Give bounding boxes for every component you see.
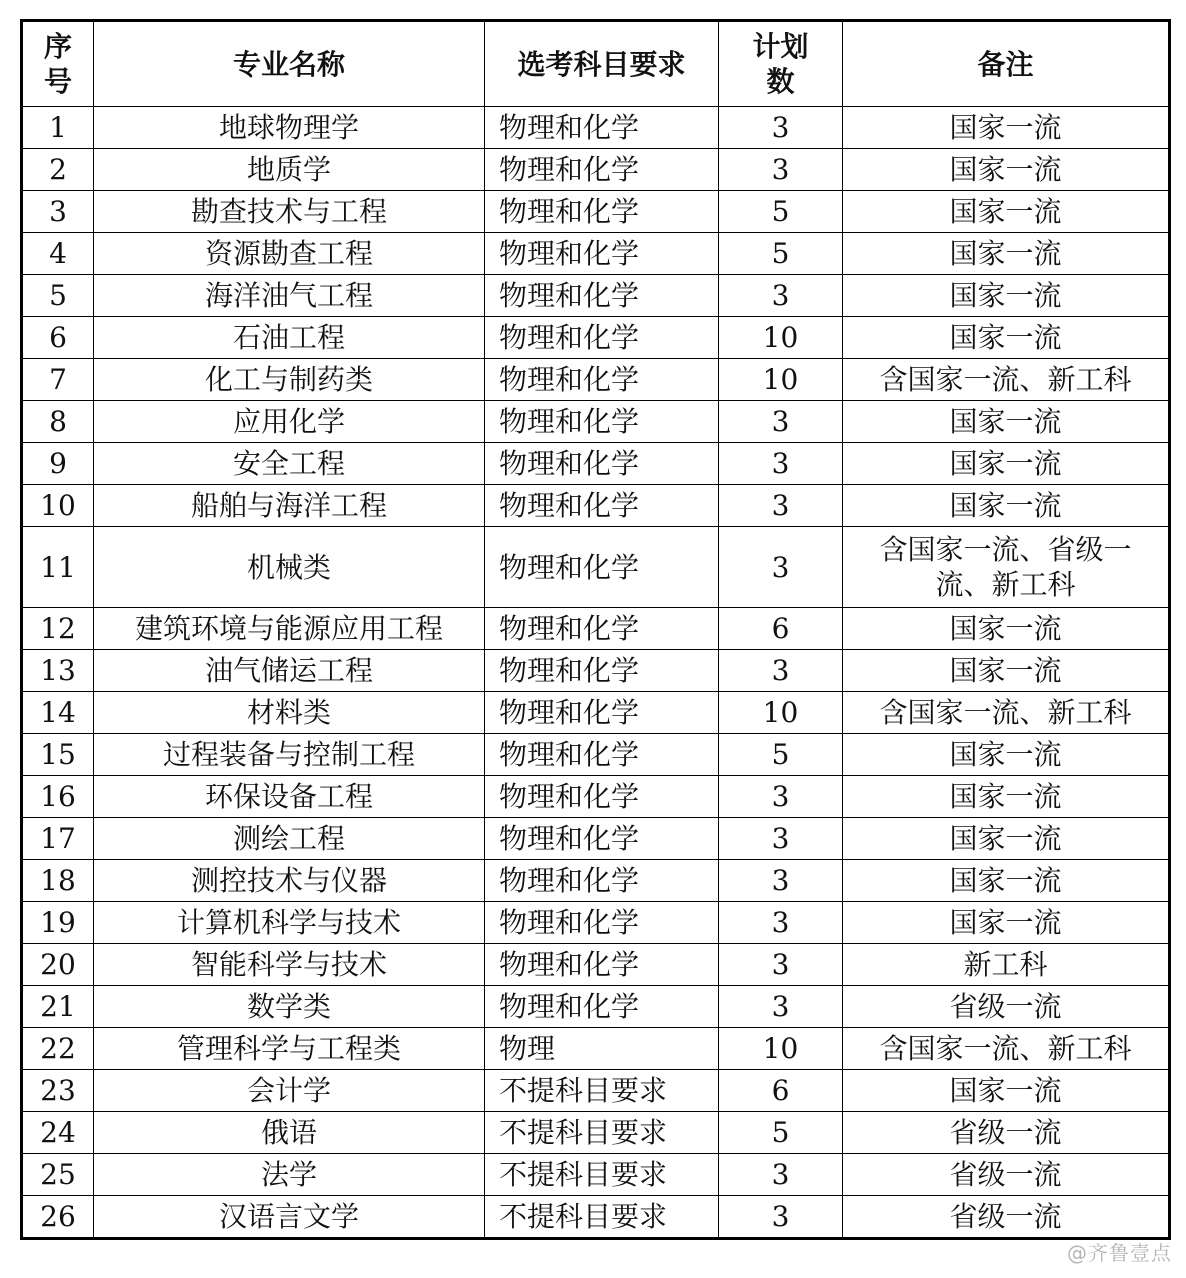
cell-remark: 国家一流 [843,818,1170,860]
cell-seq: 10 [22,485,94,527]
cell-subjects: 不提科目要求 [485,1196,719,1239]
cell-seq: 20 [22,944,94,986]
cell-plan: 10 [719,692,843,734]
cell-major: 油气储运工程 [94,650,485,692]
header-row [22,21,1170,107]
cell-seq: 4 [22,233,94,275]
cell-plan: 3 [719,107,843,149]
cell-plan: 3 [719,944,843,986]
cell-subjects: 物理和化学 [485,776,719,818]
cell-remark: 新工科 [843,944,1170,986]
cell-major: 勘查技术与工程 [94,191,485,233]
cell-remark: 含国家一流、省级一流、新工科 [843,527,1170,608]
cell-subjects: 物理和化学 [485,650,719,692]
cell-subjects: 物理和化学 [485,818,719,860]
cell-seq: 22 [22,1028,94,1070]
cell-seq: 11 [22,527,94,608]
cell-major: 建筑环境与能源应用工程 [94,608,485,650]
cell-plan: 6 [719,608,843,650]
cell-remark: 国家一流 [843,734,1170,776]
cell-plan: 3 [719,527,843,608]
table-row [22,443,1170,485]
table-row [22,818,1170,860]
cell-remark: 省级一流 [843,986,1170,1028]
cell-seq: 18 [22,860,94,902]
cell-seq: 1 [22,107,94,149]
cell-major: 法学 [94,1154,485,1196]
cell-major: 应用化学 [94,401,485,443]
table-row [22,233,1170,275]
cell-seq: 2 [22,149,94,191]
table-row [22,401,1170,443]
cell-remark: 国家一流 [843,650,1170,692]
header-subjects: 选考科目要求 [485,21,719,107]
cell-remark: 国家一流 [843,191,1170,233]
cell-subjects: 物理和化学 [485,485,719,527]
cell-remark: 国家一流 [843,107,1170,149]
cell-plan: 3 [719,986,843,1028]
cell-remark: 国家一流 [843,401,1170,443]
cell-subjects: 物理和化学 [485,692,719,734]
cell-major: 安全工程 [94,443,485,485]
cell-subjects: 物理和化学 [485,317,719,359]
cell-seq: 3 [22,191,94,233]
cell-subjects: 物理和化学 [485,149,719,191]
cell-remark: 含国家一流、新工科 [843,1028,1170,1070]
cell-major: 过程装备与控制工程 [94,734,485,776]
table-row [22,986,1170,1028]
cell-seq: 9 [22,443,94,485]
cell-subjects: 物理和化学 [485,233,719,275]
cell-plan: 3 [719,1154,843,1196]
cell-major: 计算机科学与技术 [94,902,485,944]
enrollment-plan-table [20,19,1171,1240]
cell-major: 资源勘查工程 [94,233,485,275]
cell-plan: 3 [719,149,843,191]
cell-remark: 省级一流 [843,1154,1170,1196]
cell-major: 化工与制药类 [94,359,485,401]
cell-plan: 5 [719,233,843,275]
cell-remark: 国家一流 [843,275,1170,317]
table-row [22,1196,1170,1239]
cell-plan: 3 [719,485,843,527]
table-row [22,149,1170,191]
cell-seq: 12 [22,608,94,650]
header-seq: 序号 [22,21,94,107]
cell-major: 地质学 [94,149,485,191]
cell-plan: 3 [719,818,843,860]
table-row [22,191,1170,233]
cell-major: 管理科学与工程类 [94,1028,485,1070]
cell-major: 汉语言文学 [94,1196,485,1239]
cell-subjects: 物理和化学 [485,191,719,233]
cell-plan: 5 [719,1112,843,1154]
cell-plan: 10 [719,317,843,359]
cell-subjects: 不提科目要求 [485,1112,719,1154]
cell-plan: 3 [719,275,843,317]
cell-subjects: 物理和化学 [485,275,719,317]
cell-plan: 5 [719,191,843,233]
cell-major: 地球物理学 [94,107,485,149]
cell-subjects: 物理和化学 [485,860,719,902]
cell-plan: 10 [719,359,843,401]
cell-plan: 6 [719,1070,843,1112]
table-row [22,359,1170,401]
table-row [22,1154,1170,1196]
table-row [22,1028,1170,1070]
cell-seq: 24 [22,1112,94,1154]
cell-subjects: 物理和化学 [485,443,719,485]
cell-remark: 含国家一流、新工科 [843,692,1170,734]
cell-major: 船舶与海洋工程 [94,485,485,527]
cell-major: 测控技术与仪器 [94,860,485,902]
cell-subjects: 物理和化学 [485,986,719,1028]
table-row [22,776,1170,818]
cell-remark: 含国家一流、新工科 [843,359,1170,401]
cell-plan: 3 [719,776,843,818]
cell-plan: 10 [719,1028,843,1070]
table-row [22,734,1170,776]
cell-seq: 13 [22,650,94,692]
cell-remark: 国家一流 [843,1070,1170,1112]
cell-plan: 3 [719,443,843,485]
cell-seq: 5 [22,275,94,317]
watermark: @齐鲁壹点 [1067,1241,1172,1265]
cell-major: 会计学 [94,1070,485,1112]
cell-seq: 15 [22,734,94,776]
header-remark: 备注 [843,21,1170,107]
cell-plan: 5 [719,734,843,776]
cell-remark: 国家一流 [843,485,1170,527]
table-row [22,107,1170,149]
cell-seq: 16 [22,776,94,818]
header-plan: 计划数 [719,21,843,107]
cell-major: 智能科学与技术 [94,944,485,986]
cell-remark: 国家一流 [843,860,1170,902]
cell-major: 环保设备工程 [94,776,485,818]
cell-seq: 19 [22,902,94,944]
cell-major: 材料类 [94,692,485,734]
cell-remark: 省级一流 [843,1112,1170,1154]
cell-seq: 26 [22,1196,94,1239]
cell-remark: 国家一流 [843,902,1170,944]
table-row [22,860,1170,902]
table-row [22,275,1170,317]
cell-plan: 3 [719,401,843,443]
cell-major: 海洋油气工程 [94,275,485,317]
cell-major: 石油工程 [94,317,485,359]
header-major: 专业名称 [94,21,485,107]
cell-seq: 17 [22,818,94,860]
cell-subjects: 物理和化学 [485,359,719,401]
cell-remark: 国家一流 [843,233,1170,275]
cell-remark: 国家一流 [843,776,1170,818]
cell-plan: 3 [719,1196,843,1239]
table-row [22,902,1170,944]
cell-remark: 国家一流 [843,608,1170,650]
cell-seq: 14 [22,692,94,734]
cell-subjects: 物理和化学 [485,608,719,650]
cell-remark: 省级一流 [843,1196,1170,1239]
cell-seq: 23 [22,1070,94,1112]
cell-seq: 21 [22,986,94,1028]
cell-seq: 6 [22,317,94,359]
cell-subjects: 物理和化学 [485,107,719,149]
cell-subjects: 物理和化学 [485,401,719,443]
cell-plan: 3 [719,902,843,944]
table-row [22,317,1170,359]
cell-subjects: 物理和化学 [485,902,719,944]
table-row [22,485,1170,527]
cell-subjects: 不提科目要求 [485,1070,719,1112]
cell-seq: 8 [22,401,94,443]
cell-remark: 国家一流 [843,317,1170,359]
cell-seq: 7 [22,359,94,401]
table-row [22,944,1170,986]
table-row [22,692,1170,734]
cell-remark: 国家一流 [843,443,1170,485]
cell-subjects: 物理和化学 [485,527,719,608]
cell-major: 数学类 [94,986,485,1028]
table-row [22,1070,1170,1112]
cell-subjects: 物理和化学 [485,944,719,986]
cell-major: 俄语 [94,1112,485,1154]
cell-plan: 3 [719,860,843,902]
table-row [22,608,1170,650]
table-row [22,1112,1170,1154]
cell-remark: 国家一流 [843,149,1170,191]
cell-subjects: 物理 [485,1028,719,1070]
cell-major: 测绘工程 [94,818,485,860]
table-row [22,650,1170,692]
cell-seq: 25 [22,1154,94,1196]
cell-major: 机械类 [94,527,485,608]
cell-subjects: 物理和化学 [485,734,719,776]
cell-plan: 3 [719,650,843,692]
table-row [22,527,1170,608]
cell-subjects: 不提科目要求 [485,1154,719,1196]
